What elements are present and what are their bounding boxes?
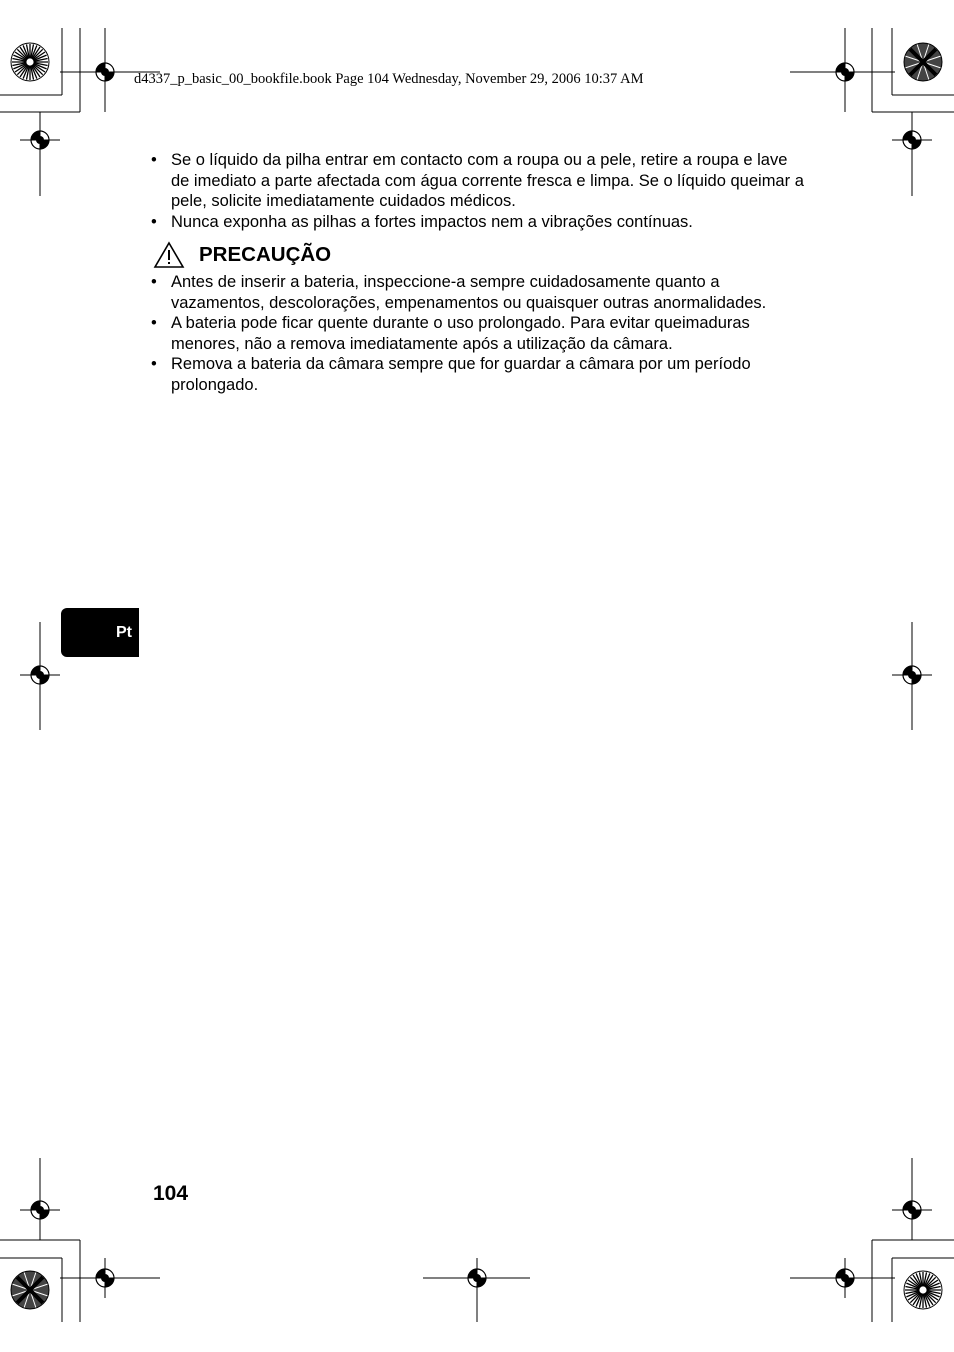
bullet-text: Antes de inserir a bateria, inspeccione-a sempre cuidadosamente quanto a vazamentos, descolorações, empenamentos ou quaisquer outras anormalidades. [171,273,767,312]
page-number: 104 [153,1182,189,1205]
bullet-text: Remova a bateria da câmara sempre que for guardar a câmara por um período prolongado. [171,355,751,394]
bullet-text: A bateria pode ficar quente durante o uso prolongado. Para evitar queimaduras menores, não a remova imediatamente após a utilização da câmara. [171,314,750,353]
list-item: • Nunca exponha as pilhas a fortes impactos nem a vibrações contínuas. [151,212,693,231]
list-item: • Antes de inserir a bateria, inspeccione-a sempre cuidadosamente quanto a vazamentos, descolorações, empenamentos ou quaisquer outras anormalidades. [151,273,767,312]
caution-bullet-list [150,272,810,395]
list-item: • Se o líquido da pilha entrar em contacto com a roupa ou a pele, retire a roupa e lave de imediato a parte afectada com água corrente fresca e limpa. Se o líquido queimar a pele, solicite imediatamente cuidados médicos. [151,151,804,210]
intro-bullet-list [150,150,810,232]
bullet-text: Se o líquido da pilha entrar em contacto com a roupa ou a pele, retire a roupa e lave de imediato a parte afectada com água corrente fresca e limpa. Se o líquido queimar a pele, solicite imediatamente cuidados médicos. [171,151,804,210]
caution-heading [153,238,810,272]
list-item: • Remova a bateria da câmara sempre que for guardar a câmara por um período prolongado. [151,355,751,394]
print-info-header: d4337_p_basic_00_bookfile.book Page 104 Wednesday, November 29, 2006 10:37 AM [134,71,644,87]
main-content [150,150,810,395]
list-item: • A bateria pode ficar quente durante o uso prolongado. Para evitar queimaduras menores, não a remova imediatamente após a utilização da câmara. [151,314,750,353]
language-tab: Pt [61,608,139,657]
bullet-text: Nunca exponha as pilhas a fortes impactos nem a vibrações contínuas. [171,212,693,231]
caution-title: PRECAUÇÃO [199,243,332,266]
warning-triangle-icon [153,241,185,269]
